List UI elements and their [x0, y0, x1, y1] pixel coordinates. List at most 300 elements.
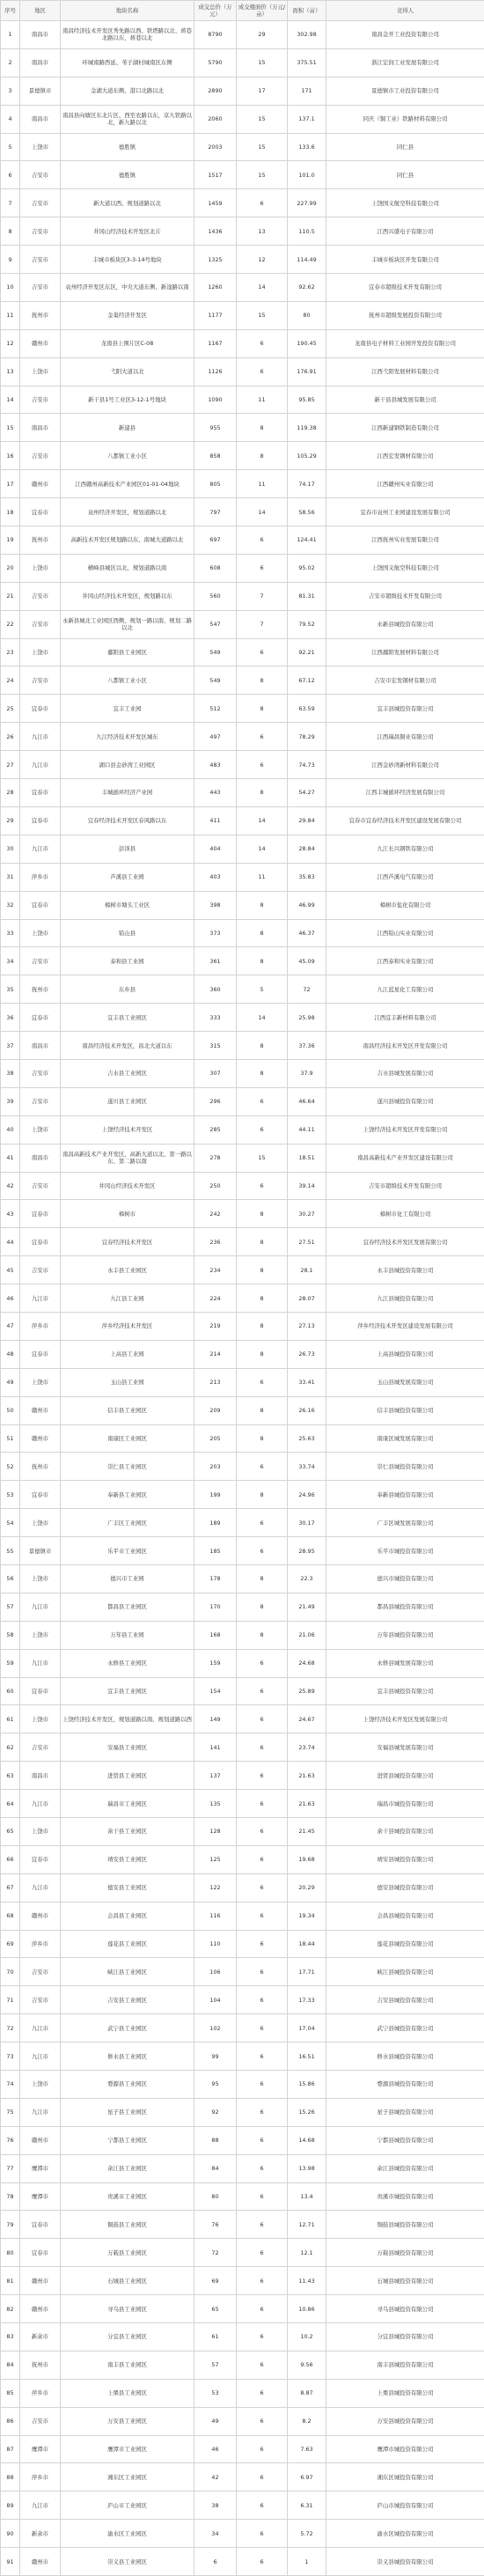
cell-index: 44	[1, 1228, 20, 1256]
cell-index: 6	[1, 161, 20, 189]
cell-area: 46.37	[288, 919, 326, 947]
cell-buyer: 广丰区城发展有限公司	[326, 1509, 484, 1537]
cell-buyer: 玉山县城发展有限公司	[326, 1368, 484, 1396]
cell-buyer: 江西赣州实业有限公司	[326, 470, 484, 498]
cell-index: 7	[1, 189, 20, 217]
cell-floor-price: 8	[237, 695, 288, 723]
cell-index: 5	[1, 133, 20, 161]
cell-region: 宜春市	[20, 891, 61, 919]
cell-total-price: 2890	[194, 77, 237, 105]
cell-total-price: 99	[194, 2042, 237, 2071]
cell-area: 37.9	[288, 1059, 326, 1087]
table-row	[1, 2071, 484, 2099]
cell-region: 吉安市	[20, 1059, 61, 1087]
cell-region: 萍乡市	[20, 2379, 61, 2407]
cell-floor-price: 6	[237, 554, 288, 582]
cell-index: 45	[1, 1256, 20, 1284]
table-row	[1, 1481, 484, 1509]
cell-index: 87	[1, 2435, 20, 2463]
cell-total-price: 49	[194, 2407, 237, 2435]
cell-area: 105.29	[288, 442, 326, 470]
cell-parcel: 井冈山经济技术开发区北片	[61, 217, 194, 246]
cell-buyer: 南康区城发展有限公司	[326, 1424, 484, 1453]
cell-region: 九江市	[20, 2491, 61, 2520]
cell-floor-price: 6	[237, 2211, 288, 2239]
cell-buyer: 石城县城投资有限公司	[326, 2267, 484, 2295]
table-row	[1, 2182, 484, 2211]
cell-buyer: 同庆（铜工业）铁路材料有限公司	[326, 105, 484, 133]
cell-total-price: 234	[194, 1256, 237, 1284]
cell-area: 26.16	[288, 1396, 326, 1424]
table-row	[1, 1762, 484, 1790]
table-row	[1, 1312, 484, 1340]
cell-index: 89	[1, 2491, 20, 2520]
cell-parcel: 玉山县工业园	[61, 1368, 194, 1396]
cell-area: 28.1	[288, 1256, 326, 1284]
cell-area: 24.67	[288, 1705, 326, 1733]
cell-region: 吉安市	[20, 1087, 61, 1115]
cell-buyer: 宜春市超级技术开发有限公司	[326, 274, 484, 302]
cell-index: 37	[1, 1032, 20, 1060]
cell-buyer: 武宁县城投资有限公司	[326, 2014, 484, 2042]
cell-floor-price: 6	[237, 2154, 288, 2182]
table-row	[1, 442, 484, 470]
table-row	[1, 1509, 484, 1537]
cell-parcel: 广丰区工业园区	[61, 1509, 194, 1537]
cell-region: 赣州市	[20, 329, 61, 357]
cell-buyer: 湘东区城投资有限公司	[326, 2463, 484, 2491]
cell-region: 抚州市	[20, 975, 61, 1004]
cell-buyer: 星子县城投资有限公司	[326, 2098, 484, 2126]
cell-parcel: 分宜县工业园区	[61, 2323, 194, 2352]
table-row	[1, 1593, 484, 1621]
cell-floor-price: 6	[237, 2491, 288, 2520]
cell-area: 58.56	[288, 498, 326, 526]
cell-floor-price: 17	[237, 77, 288, 105]
cell-index: 23	[1, 638, 20, 666]
cell-buyer: 峡江县城投资有限公司	[326, 1958, 484, 1986]
cell-buyer: 江西丰城循环经济发展有限公司	[326, 779, 484, 807]
table-row	[1, 357, 484, 386]
cell-region: 赣州市	[20, 1902, 61, 1930]
cell-buyer: 江西宏发钢材有限公司	[326, 442, 484, 470]
cell-index: 67	[1, 1873, 20, 1902]
cell-index: 2	[1, 48, 20, 77]
cell-total-price: 858	[194, 442, 237, 470]
cell-area: 23.74	[288, 1733, 326, 1762]
cell-region: 上饶市	[20, 919, 61, 947]
table-row	[1, 947, 484, 975]
table-row	[1, 2548, 484, 2576]
cell-region: 鹰潭市	[20, 2182, 61, 2211]
cell-area: 27.13	[288, 1312, 326, 1340]
cell-index: 16	[1, 442, 20, 470]
table-row	[1, 2435, 484, 2463]
cell-index: 40	[1, 1115, 20, 1144]
cell-index: 27	[1, 751, 20, 779]
cell-floor-price: 6	[237, 1733, 288, 1762]
cell-total-price: 242	[194, 1200, 237, 1228]
cell-index: 84	[1, 2351, 20, 2379]
cell-region: 赣州市	[20, 1396, 61, 1424]
cell-region: 上饶市	[20, 1621, 61, 1649]
table-header	[1, 1, 484, 21]
cell-floor-price: 6	[237, 1368, 288, 1396]
cell-parcel: 新建县	[61, 414, 194, 442]
cell-total-price: 53	[194, 2379, 237, 2407]
cell-region: 宜春市	[20, 1340, 61, 1368]
cell-floor-price: 11	[237, 386, 288, 414]
cell-parcel: 婺源县工业园区	[61, 2071, 194, 2099]
table-row	[1, 1621, 484, 1649]
cell-index: 60	[1, 1677, 20, 1705]
cell-total-price: 8790	[194, 21, 237, 49]
cell-region: 萍乡市	[20, 863, 61, 891]
cell-buyer: 万载县城投资有限公司	[326, 2239, 484, 2267]
cell-total-price: 608	[194, 554, 237, 582]
cell-buyer: 进贤县城投资有限公司	[326, 1762, 484, 1790]
cell-region: 吉安市	[20, 1172, 61, 1200]
cell-total-price: 65	[194, 2295, 237, 2323]
cell-area: 22.3	[288, 1564, 326, 1593]
cell-parcel: 横峰县城区以北，规划道路以南	[61, 554, 194, 582]
cell-floor-price: 6	[237, 1958, 288, 1986]
cell-floor-price: 6	[237, 1986, 288, 2014]
cell-parcel: 鹰潭市工业园区	[61, 2435, 194, 2463]
cell-buyer: 江西宜丰新材料有限公司	[326, 1004, 484, 1032]
cell-floor-price: 8	[237, 947, 288, 975]
table-row	[1, 1368, 484, 1396]
cell-region: 南昌市	[20, 1032, 61, 1060]
cell-region: 吉安市	[20, 161, 61, 189]
cell-region: 新余市	[20, 2323, 61, 2352]
table-row	[1, 274, 484, 302]
cell-parcel: 德胜镇	[61, 161, 194, 189]
cell-parcel: 丰城循环经济产业园	[61, 779, 194, 807]
cell-parcel: 宜春经济技术开发区春风路以东	[61, 806, 194, 835]
cell-parcel: 都昌县工业园区	[61, 1593, 194, 1621]
cell-area: 375.51	[288, 48, 326, 77]
cell-region: 南昌市	[20, 48, 61, 77]
cell-index: 64	[1, 1790, 20, 1818]
cell-parcel: 东乡县	[61, 975, 194, 1004]
cell-parcel: 永新县城北工业园区西侧，规划一路以南、规划二路以北	[61, 610, 194, 638]
cell-floor-price: 8	[237, 442, 288, 470]
cell-area: 28.07	[288, 1284, 326, 1313]
cell-area: 78.29	[288, 723, 326, 751]
table-row	[1, 2042, 484, 2071]
cell-area: 171	[288, 77, 326, 105]
cell-parcel: 信丰县工业园区	[61, 1396, 194, 1424]
table-row	[1, 891, 484, 919]
cell-buyer: 樟树市盐化有限公司	[326, 891, 484, 919]
cell-total-price: 102	[194, 2014, 237, 2042]
cell-buyer: 遂川县城投资有限公司	[326, 1087, 484, 1115]
cell-index: 65	[1, 1818, 20, 1846]
cell-floor-price: 6	[237, 1818, 288, 1846]
cell-index: 47	[1, 1312, 20, 1340]
cell-index: 1	[1, 21, 20, 49]
col-header-parcel: 地块名称	[61, 1, 194, 21]
cell-buyer: 上高县城投资有限公司	[326, 1340, 484, 1368]
cell-floor-price: 8	[237, 1424, 288, 1453]
cell-parcel: 鄱阳县工业园区	[61, 638, 194, 666]
cell-area: 16.51	[288, 2042, 326, 2071]
cell-total-price: 1090	[194, 386, 237, 414]
cell-region: 宜春市	[20, 806, 61, 835]
cell-buyer: 永修县城发展有限公司	[326, 1649, 484, 1677]
cell-parcel: 上饶经济技术开发区，规划道路以南、规划道路以西	[61, 1705, 194, 1733]
table-row	[1, 1032, 484, 1060]
cell-buyer: 永新县城投资有限公司	[326, 610, 484, 638]
table-row	[1, 1172, 484, 1200]
cell-buyer: 上栗县城投资有限公司	[326, 2379, 484, 2407]
cell-area: 18.44	[288, 1930, 326, 1958]
cell-floor-price: 6	[237, 2548, 288, 2576]
cell-region: 上饶市	[20, 357, 61, 386]
cell-total-price: 170	[194, 1593, 237, 1621]
cell-floor-price: 15	[237, 161, 288, 189]
cell-total-price: 80	[194, 2182, 237, 2211]
cell-floor-price: 6	[237, 1902, 288, 1930]
cell-parcel: 修水县工业园区	[61, 2042, 194, 2071]
cell-index: 72	[1, 2014, 20, 2042]
table-row	[1, 863, 484, 891]
table-row	[1, 161, 484, 189]
cell-buyer: 南丰县城投资有限公司	[326, 2351, 484, 2379]
cell-area: 24.68	[288, 1649, 326, 1677]
cell-buyer: 九江蓝星化工有限公司	[326, 975, 484, 1004]
cell-buyer: 南昌金开工业投资有限公司	[326, 21, 484, 49]
cell-floor-price: 6	[237, 2098, 288, 2126]
cell-floor-price: 13	[237, 217, 288, 246]
table-row	[1, 1733, 484, 1762]
cell-total-price: 483	[194, 751, 237, 779]
table-row	[1, 1256, 484, 1284]
cell-index: 81	[1, 2267, 20, 2295]
cell-floor-price: 29	[237, 21, 288, 49]
cell-total-price: 203	[194, 1453, 237, 1481]
cell-floor-price: 7	[237, 610, 288, 638]
cell-parcel: 德胜镇	[61, 133, 194, 161]
cell-buyer: 江西芦溪电气有限公司	[326, 863, 484, 891]
cell-area: 5.72	[288, 2520, 326, 2548]
cell-total-price: 128	[194, 1818, 237, 1846]
cell-parcel: 袁州经济开发区东区，中央大道东侧、新淦路以南	[61, 274, 194, 302]
table-row	[1, 723, 484, 751]
cell-total-price: 955	[194, 414, 237, 442]
cell-total-price: 315	[194, 1032, 237, 1060]
table-row	[1, 554, 484, 582]
cell-area: 28.84	[288, 835, 326, 863]
cell-region: 上饶市	[20, 554, 61, 582]
table-row	[1, 2407, 484, 2435]
cell-buyer: 浙江宏润工业发展有限公司	[326, 48, 484, 77]
cell-floor-price: 11	[237, 863, 288, 891]
cell-index: 56	[1, 1564, 20, 1593]
table-row	[1, 582, 484, 610]
cell-region: 上饶市	[20, 1368, 61, 1396]
cell-total-price: 278	[194, 1144, 237, 1172]
cell-floor-price: 8	[237, 1312, 288, 1340]
cell-total-price: 199	[194, 1481, 237, 1509]
cell-parcel: 石城县工业园区	[61, 2267, 194, 2295]
cell-area: 39.14	[288, 1172, 326, 1200]
cell-region: 宜春市	[20, 1677, 61, 1705]
cell-index: 19	[1, 526, 20, 555]
cell-buyer: 江西瑞昌铜业有限公司	[326, 723, 484, 751]
cell-floor-price: 6	[237, 2407, 288, 2435]
cell-floor-price: 6	[237, 1115, 288, 1144]
table-row	[1, 386, 484, 414]
cell-index: 18	[1, 498, 20, 526]
cell-index: 15	[1, 414, 20, 442]
cell-region: 宜春市	[20, 1004, 61, 1032]
table-row	[1, 835, 484, 863]
cell-parcel: 井冈山经济技术开发区，规划路以东	[61, 582, 194, 610]
col-header-buyer: 竞得人	[326, 1, 484, 21]
table-row	[1, 1902, 484, 1930]
cell-total-price: 209	[194, 1396, 237, 1424]
cell-buyer: 寻乌县城投资有限公司	[326, 2295, 484, 2323]
cell-buyer: 同仁县	[326, 161, 484, 189]
cell-region: 上饶市	[20, 2071, 61, 2099]
cell-parcel: 南昌高新技术产业开发区，高新大道以北、第一路以东、第二路以南	[61, 1144, 194, 1172]
cell-area: 74.17	[288, 470, 326, 498]
cell-floor-price: 6	[237, 1762, 288, 1790]
cell-total-price: 42	[194, 2463, 237, 2491]
cell-total-price: 224	[194, 1284, 237, 1313]
cell-area: 14.68	[288, 2126, 326, 2154]
cell-buyer: 崇仁县城投资有限公司	[326, 1453, 484, 1481]
cell-buyer: 靖安县城投资有限公司	[326, 1845, 484, 1873]
cell-area: 21.63	[288, 1762, 326, 1790]
cell-region: 吉安市	[20, 2407, 61, 2435]
cell-area: 119.38	[288, 414, 326, 442]
cell-parcel: 德兴市工业园	[61, 1564, 194, 1593]
cell-index: 86	[1, 2407, 20, 2435]
cell-total-price: 213	[194, 1368, 237, 1396]
cell-region: 赣州市	[20, 2267, 61, 2295]
cell-region: 上饶市	[20, 1818, 61, 1846]
cell-area: 27.51	[288, 1228, 326, 1256]
cell-index: 73	[1, 2042, 20, 2071]
table-row	[1, 470, 484, 498]
cell-region: 吉安市	[20, 582, 61, 610]
table-row	[1, 133, 484, 161]
cell-total-price: 189	[194, 1509, 237, 1537]
cell-area: 46.64	[288, 1087, 326, 1115]
cell-floor-price: 6	[237, 2126, 288, 2154]
cell-area: 6.97	[288, 2463, 326, 2491]
cell-area: 10.2	[288, 2323, 326, 2352]
table-row	[1, 1059, 484, 1087]
cell-index: 3	[1, 77, 20, 105]
table-row	[1, 806, 484, 835]
cell-region: 九江市	[20, 1873, 61, 1902]
cell-area: 95.02	[288, 554, 326, 582]
cell-area: 6.31	[288, 2491, 326, 2520]
cell-index: 34	[1, 947, 20, 975]
cell-floor-price: 15	[237, 301, 288, 329]
table-row	[1, 610, 484, 638]
cell-parcel: 南昌经济技术开发区秀先路以西、铁塔路以北、蒋巷北路以东，蒋巷以北	[61, 21, 194, 49]
cell-floor-price: 8	[237, 891, 288, 919]
cell-buyer: 鹰潭市城投资有限公司	[326, 2435, 484, 2463]
cell-region: 上饶市	[20, 133, 61, 161]
cell-parcel: 崇义县工业园区	[61, 2548, 194, 2576]
cell-floor-price: 14	[237, 498, 288, 526]
cell-index: 13	[1, 357, 20, 386]
cell-total-price: 360	[194, 975, 237, 1004]
cell-buyer: 江西金砂湾新材料有限公司	[326, 751, 484, 779]
cell-buyer: 德安县城投资有限公司	[326, 1873, 484, 1902]
cell-buyer: 上饶国义航空科技有限公司	[326, 554, 484, 582]
cell-buyer: 江西抚州实业发展有限公司	[326, 526, 484, 555]
cell-area: 17.33	[288, 1986, 326, 2014]
cell-area: 8.87	[288, 2379, 326, 2407]
cell-area: 45.09	[288, 947, 326, 975]
cell-area: 72	[288, 975, 326, 1004]
cell-buyer: 宜春市袁州工业园建设发展有限公司	[326, 498, 484, 526]
cell-total-price: 1459	[194, 189, 237, 217]
cell-index: 48	[1, 1340, 20, 1368]
cell-total-price: 296	[194, 1087, 237, 1115]
cell-region: 抚州市	[20, 301, 61, 329]
cell-floor-price: 6	[237, 2323, 288, 2352]
cell-index: 76	[1, 2126, 20, 2154]
table-row	[1, 526, 484, 555]
cell-region: 赣州市	[20, 2548, 61, 2576]
cell-region: 上饶市	[20, 1115, 61, 1144]
cell-parcel: 宜春经济技术开发区	[61, 1228, 194, 1256]
cell-parcel: 会昌县工业园区	[61, 1902, 194, 1930]
cell-floor-price: 5	[237, 975, 288, 1004]
table-row	[1, 695, 484, 723]
cell-region: 赣州市	[20, 1424, 61, 1453]
cell-parcel: 瑞昌市工业园区	[61, 1790, 194, 1818]
cell-index: 4	[1, 105, 20, 133]
cell-region: 景德镇市	[20, 1537, 61, 1565]
cell-area: 13.4	[288, 2182, 326, 2211]
cell-region: 九江市	[20, 1284, 61, 1313]
cell-buyer: 乐平市城投资有限公司	[326, 1537, 484, 1565]
cell-total-price: 398	[194, 891, 237, 919]
cell-index: 24	[1, 666, 20, 695]
cell-total-price: 805	[194, 470, 237, 498]
cell-area: 74.73	[288, 751, 326, 779]
cell-total-price: 549	[194, 666, 237, 695]
table-row	[1, 2295, 484, 2323]
cell-index: 61	[1, 1705, 20, 1733]
cell-index: 58	[1, 1621, 20, 1649]
col-header-region: 地区	[20, 1, 61, 21]
cell-index: 55	[1, 1537, 20, 1565]
cell-area: 133.6	[288, 133, 326, 161]
cell-index: 77	[1, 2154, 20, 2182]
cell-index: 41	[1, 1144, 20, 1172]
cell-parcel: 南昌县向塘区东北片区、西至农路以东，京九铁路以北，新九路以北	[61, 105, 194, 133]
cell-total-price: 285	[194, 1115, 237, 1144]
cell-region: 吉安市	[20, 947, 61, 975]
cell-total-price: 307	[194, 1059, 237, 1087]
cell-area: 79.52	[288, 610, 326, 638]
cell-buyer: 上饶国义航空科技有限公司	[326, 189, 484, 217]
cell-index: 20	[1, 554, 20, 582]
table-row	[1, 2323, 484, 2352]
table-row	[1, 1930, 484, 1958]
cell-parcel: 万年县工业园	[61, 1621, 194, 1649]
